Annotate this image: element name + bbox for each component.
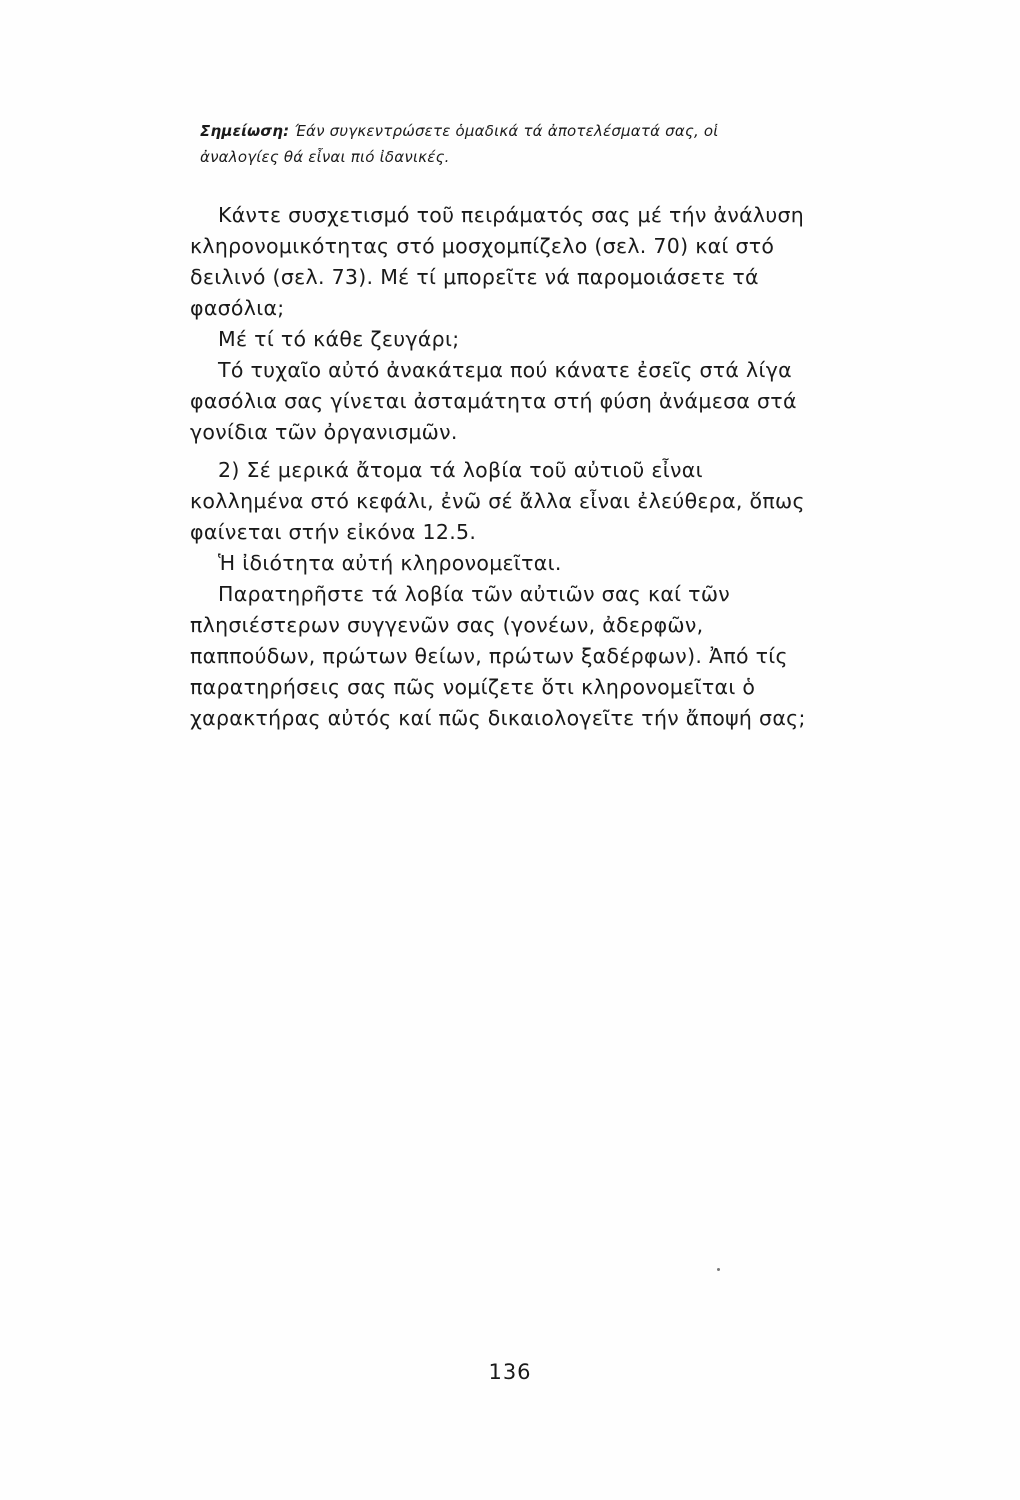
paragraph-inheritance: Ἡ ἰδιότητα αὐτή κληρονομεῖται. [218,551,562,575]
paragraph-pair-question: Μέ τί τό κάθε ζευγάρι; [218,327,460,351]
paragraph-comparison-question: Κάντε συσχετισμό τοῦ πειράματός σας μέ τήν ἀνάλυση κληρονομικότητας στό μοσχομπίζελο (σελ. 70) καί στό δειλινό (σελ. 73). Μέ τί μπορεῖτε νά παρομοιάσετε τά φασόλια; [190,203,805,320]
scan-speck [717,1268,720,1271]
paragraph-earlobes: 2) Σέ μερικά ἄτομα τά λοβία τοῦ αὐτιοῦ εἶναι κολλημένα στό κεφάλι, ἐνῶ σέ ἄλλα εἶναι ἐλεύθερα, ὅπως φαίνεται στήν εἰκόνα 12.5. [190,458,805,544]
paragraph-observe-relatives: Παρατηρῆστε τά λοβία τῶν αὐτιῶν σας καί τῶν πλησιέστερων συγγενῶν σας (γονέων, ἀδερφῶν, παππούδων, πρώτων θείων, πρώτων ξαδέρφων). Ἀπό τίς παρατηρήσεις σας πῶς νομίζετε ὅτι κληρονομεῖται ὁ χαρακτήρας αὐτός καί πῶς δικαιολογεῖτε τήν ἄποψή σας; [190,582,806,730]
note-block [200,118,800,170]
paragraph-random-mixing: Τό τυχαῖο αὐτό ἀνακάτεμα πού κάνατε ἐσεῖς στά λίγα φασόλια σας γίνεται ἀσταμάτητα στή φύση ἀνάμεσα στά γονίδια τῶν ὀργανισμῶν. [190,358,797,444]
note-text: Έάν συγκεντρώσετε ὁμαδικά τά ἀποτελέσματά σας, οἱ ἀναλογίες θά εἶναι πιό ἰδανικές. [200,122,719,166]
page-number: 136 [488,1360,532,1384]
body-text [190,200,810,734]
note-label: Σημείωση: [200,122,290,140]
